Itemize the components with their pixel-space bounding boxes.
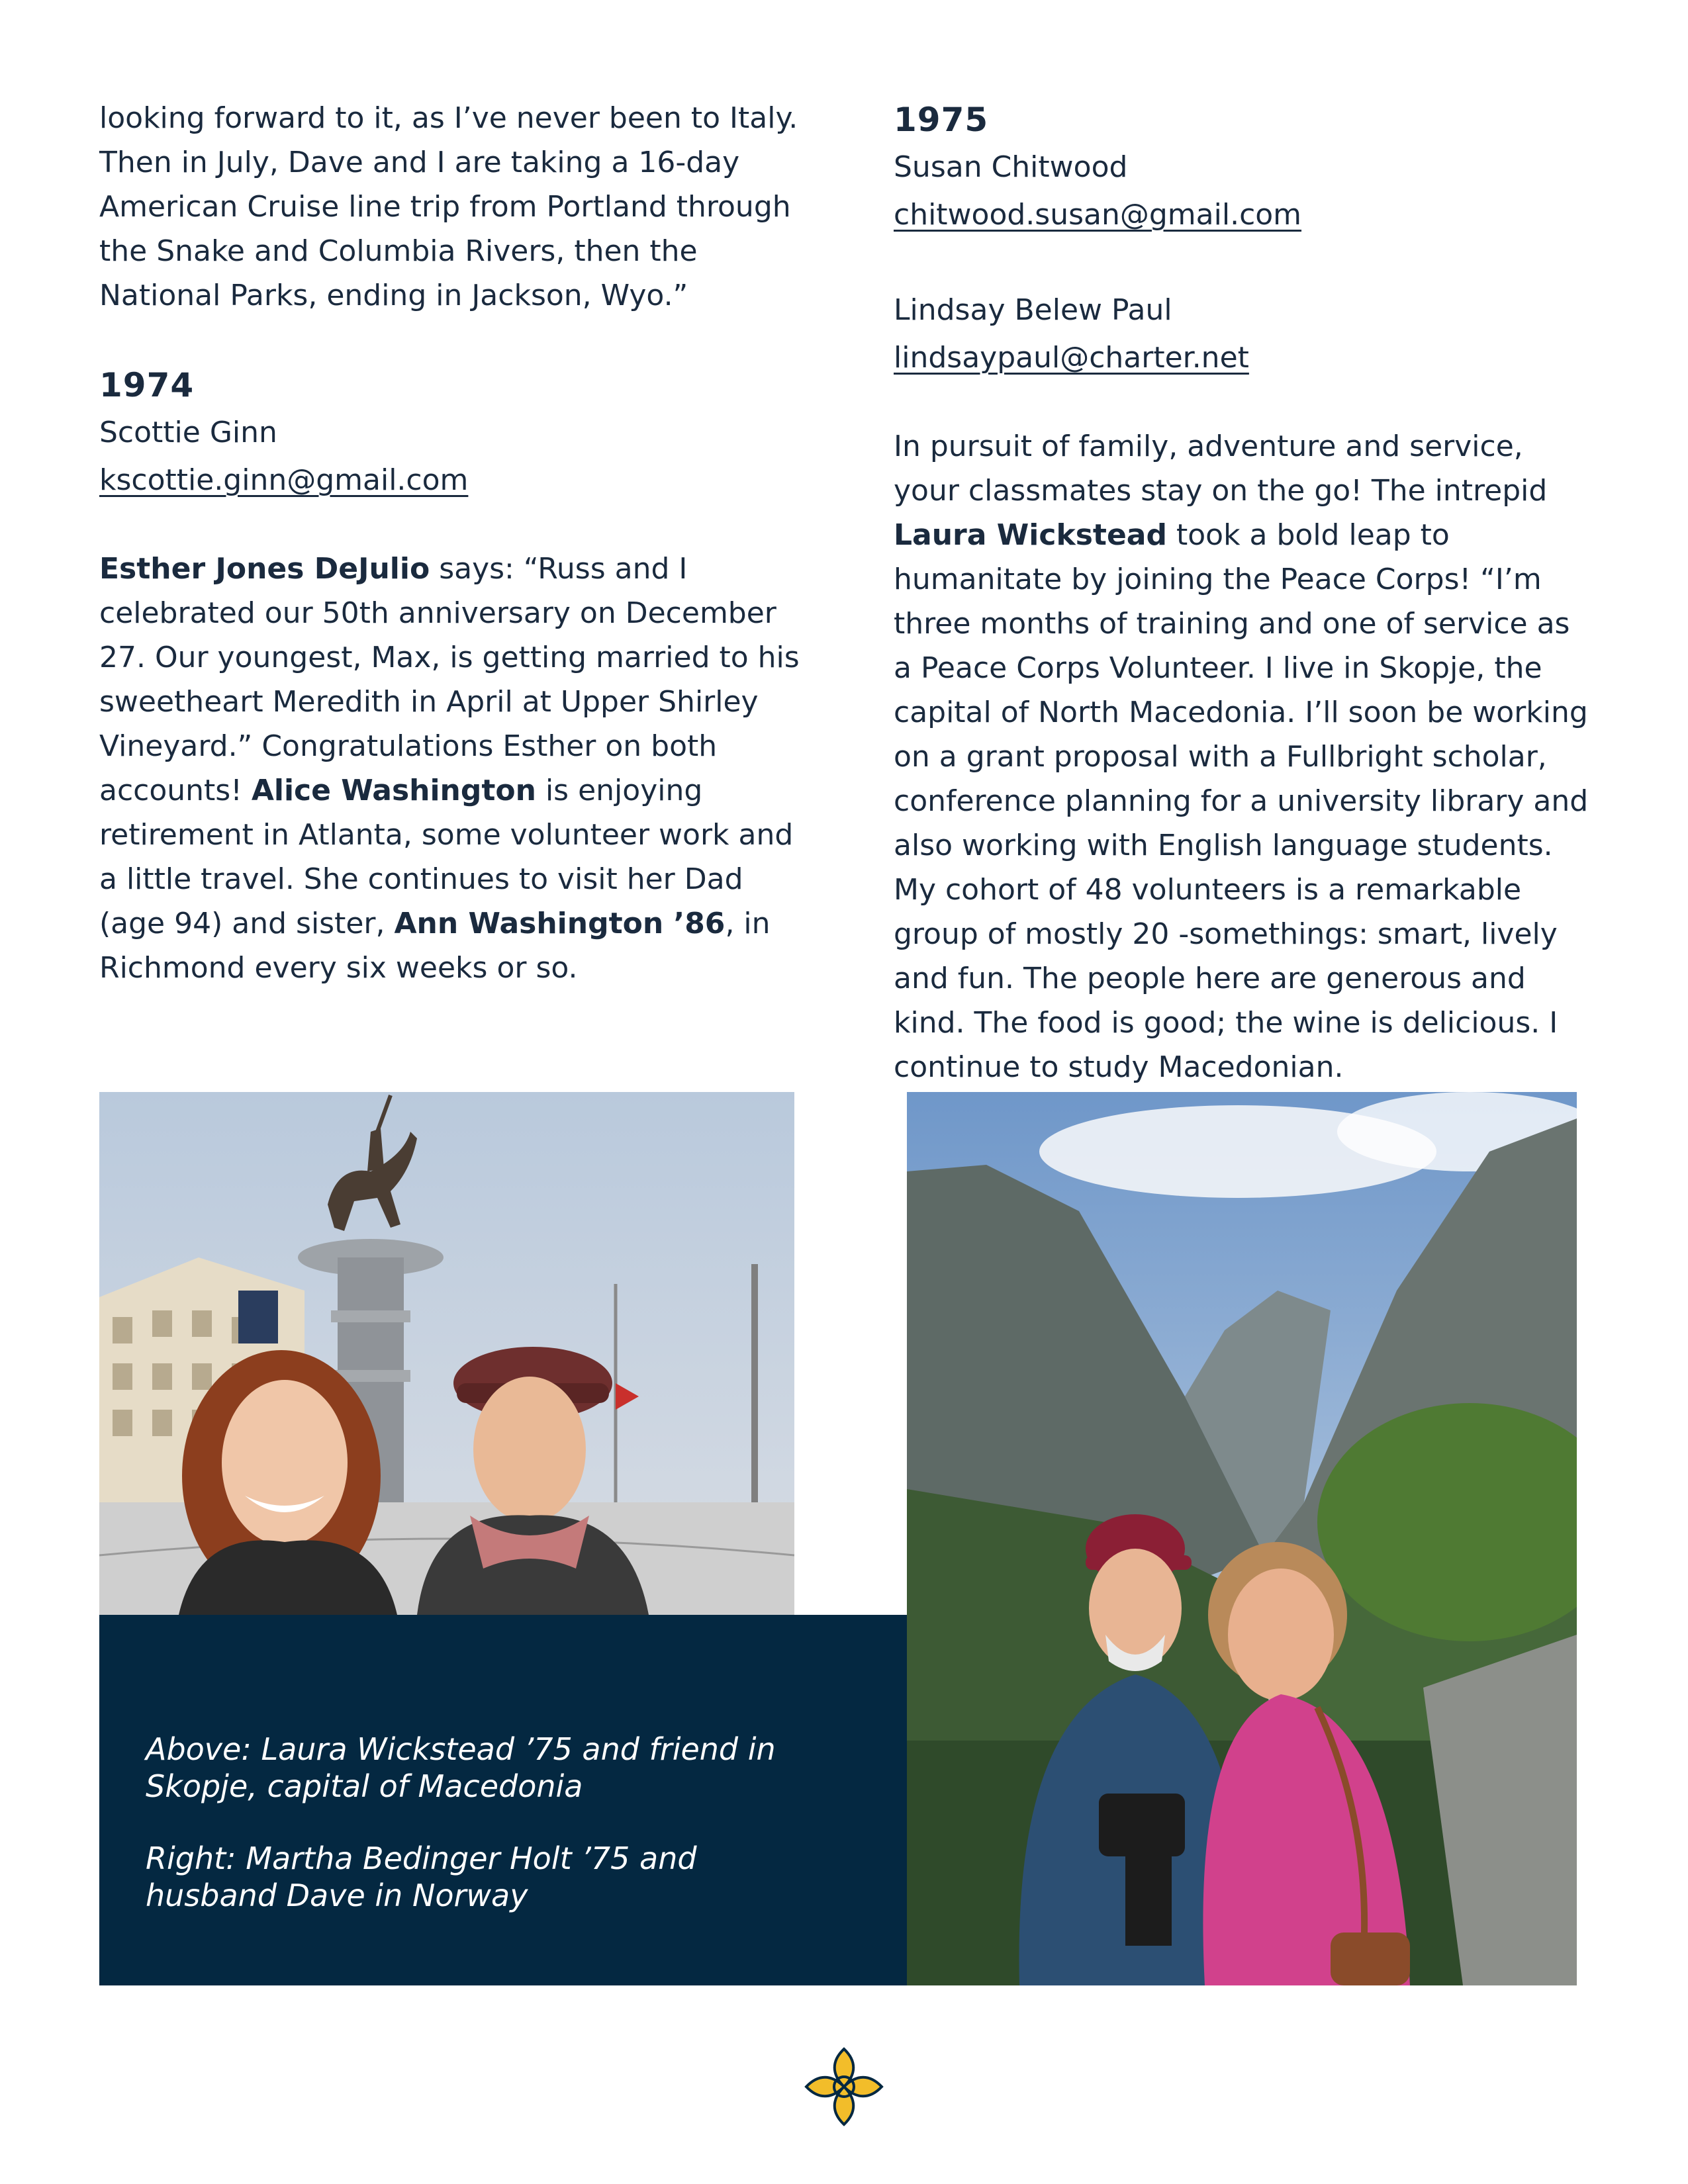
class-notes-1974: Esther Jones DeJulio says: “Russ and I celebrated our 50th anniversary on December 27. Our youngest, Max, is getting married to his sweetheart Meredith in April at Upper Shirley Vineyard.” Congratulations Esther on both accounts! Alice Washington is enjoying retirement in Atlanta, some volunteer work and a little travel. She continues to visit her Dad (age 94) and sister, Ann Washington ’86, in Richmond every six weeks or so. xyxy=(99,552,800,985)
caption-above: Above: Laura Wickstead ’75 and friend in Skopje, capital of Macedonia xyxy=(146,1731,776,1804)
quatrefoil-logo-icon xyxy=(802,2045,886,2128)
continued-text: looking forward to it, as I’ve never been to Italy. Then in July, Dave and I are taking a 16-day American Cruise line trip from Portland through the Snake and Columbia Rivers, then the National Parks, ending in Jackson, Wyo.” xyxy=(99,101,798,312)
classmate-name: Ann Washington ’86 xyxy=(394,907,726,940)
class-year-1975: 1975 xyxy=(894,101,989,139)
left-column xyxy=(99,96,814,990)
class-rep-email-link[interactable]: chitwood.susan@gmail.com xyxy=(894,198,1302,232)
classmate-name: Alice Washington xyxy=(251,774,536,807)
photo-skopje-selfie xyxy=(99,1092,794,1615)
photo-caption-box xyxy=(99,1615,907,1985)
class-rep-name: Lindsay Belew Paul xyxy=(894,293,1172,327)
photo-skopje-illustration xyxy=(99,1092,794,1615)
classmate-name: Esther Jones DeJulio xyxy=(99,552,430,586)
classmate-name: Laura Wickstead xyxy=(894,518,1167,552)
right-column xyxy=(894,96,1595,1089)
photo-norway-couple xyxy=(907,1092,1577,1985)
class-rep-email-link[interactable]: kscottie.ginn@gmail.com xyxy=(99,463,469,497)
class-rep-name: Susan Chitwood xyxy=(894,150,1128,184)
photo-norway-illustration xyxy=(907,1092,1577,1985)
class-rep-email-link[interactable]: lindsaypaul@charter.net xyxy=(894,341,1249,375)
class-rep-name: Scottie Ginn xyxy=(99,416,277,449)
caption-right: Right: Martha Bedinger Holt ’75 and husband Dave in Norway xyxy=(146,1841,697,1913)
class-year-1974: 1974 xyxy=(99,366,195,404)
class-notes-1975: In pursuit of family, adventure and service, your classmates stay on the go! The intrepid Laura Wickstead took a bold leap to humanitate by joining the Peace Corps! “I’m three months of training and one of service as a Peace Corps Volunteer. I live in Skopje, the capital of North Macedonia. I’ll soon be working on a grant proposal with a Fullbright scholar, conference planning for a university library and also working with English language students. My cohort of 48 volunteers is a remarkable group of mostly 20 -somethings: smart, lively and fun. The people here are generous and kind. The food is good; the wine is delicious. I continue to study Macedonian. xyxy=(894,430,1589,1084)
